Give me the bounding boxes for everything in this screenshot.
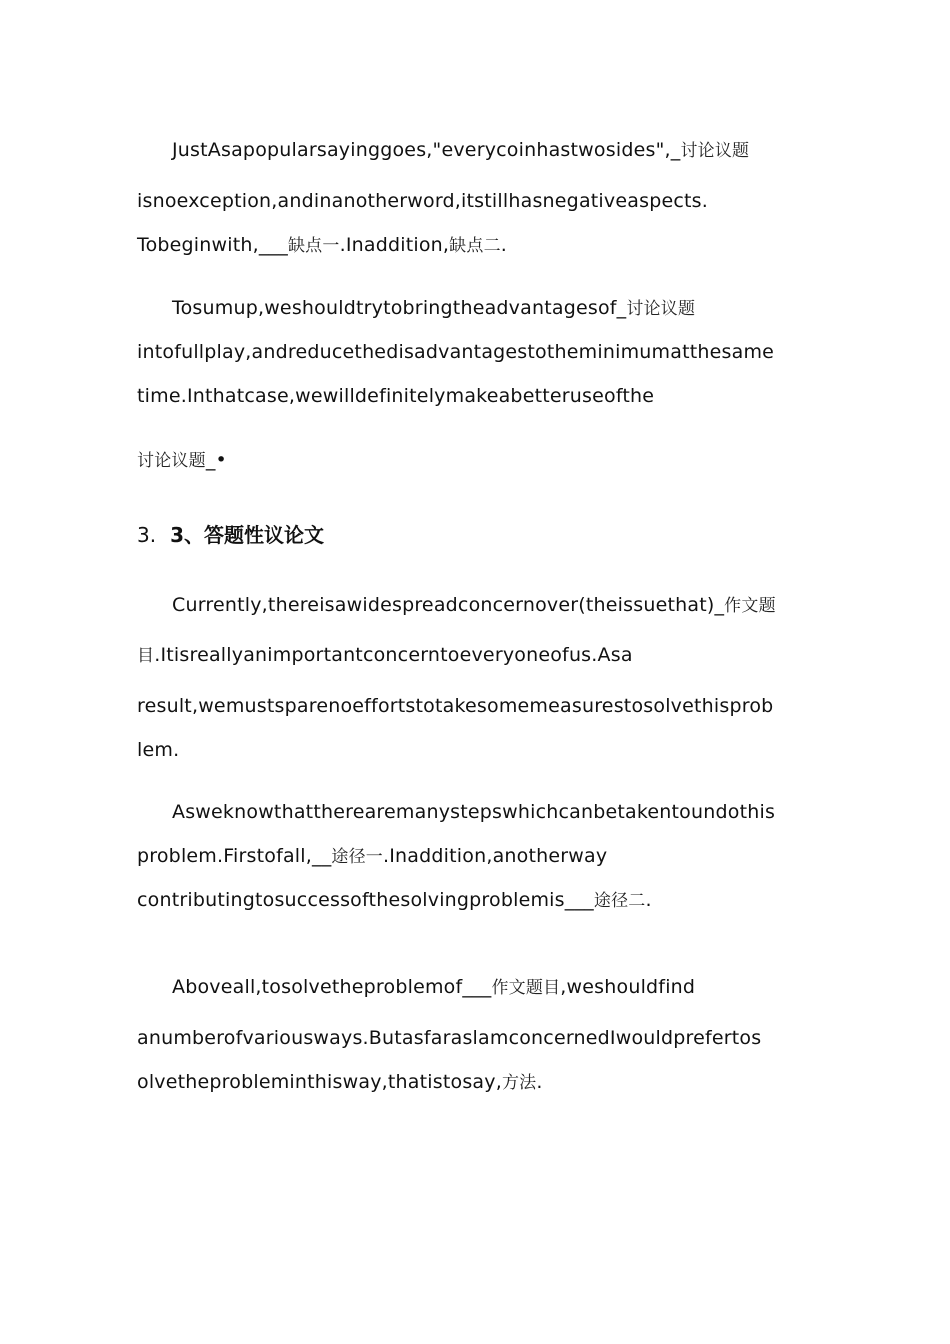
- text-run: olvetheprobleminthisway,thatistosay,: [137, 1071, 502, 1093]
- paragraph-2-line-3: [137, 383, 654, 409]
- paragraph-1-line-2: [137, 188, 708, 214]
- paragraph-4-line-1: [172, 799, 775, 825]
- placeholder-topic: 讨论议题: [626, 299, 696, 319]
- paragraph-5-line-2: [137, 1025, 761, 1051]
- section-heading: [137, 521, 324, 549]
- paragraph-2-line-1: [172, 295, 695, 322]
- paragraph-5-line-3: [137, 1069, 543, 1096]
- text-run: .Inaddition,: [339, 234, 450, 256]
- text-run: intofullplay,andreducethedisadvantagestotheminimumatthesame: [137, 341, 775, 363]
- placeholder-topic: 讨论议题: [137, 451, 206, 471]
- paragraph-4-line-3: [137, 887, 652, 914]
- paragraph-5-line-1: [172, 974, 695, 1001]
- text-run: Asweknowthattherearemanystepswhichcanbetakentoundothis: [172, 801, 776, 823]
- text-run: .Inaddition,anotherway: [383, 845, 608, 867]
- paragraph-1-line-1: [172, 137, 749, 164]
- text-run: time.Inthatcase,wewilldefinitelymakeabetteruseofthe: [137, 385, 655, 407]
- text-run: Tosumup,weshouldtrytobringtheadvantagesof_: [172, 297, 627, 319]
- text-run: .: [500, 234, 508, 256]
- placeholder-method-2: 途径二: [593, 891, 646, 911]
- paragraph-2-line-2: [137, 339, 774, 365]
- section-title: 3、答题性议论文: [170, 523, 325, 547]
- text-run: _•: [205, 449, 227, 471]
- text-run: anumberofvariousways.ButasfaraslamconcernedIwouldprefertos: [137, 1027, 762, 1049]
- paragraph-3-line-3: [137, 693, 773, 719]
- paragraph-2-line-4: [137, 447, 227, 474]
- paragraph-4-line-2: [137, 843, 607, 870]
- placeholder-topic: 讨论议题: [680, 141, 750, 161]
- text-run: Aboveall,tosolvetheproblemof___: [172, 976, 492, 998]
- placeholder-method: 方法: [501, 1073, 537, 1093]
- text-run: lem.: [137, 739, 180, 761]
- text-run: .Itisreallyanimportantconcerntoeveryoneofus.Asa: [154, 644, 633, 666]
- placeholder-essay-title-cont: 目: [137, 646, 155, 666]
- placeholder-disadvantage-2: 缺点二: [449, 236, 501, 256]
- paragraph-3-line-2: [137, 642, 633, 669]
- text-run: problem.Firstofall,__: [137, 845, 332, 867]
- text-run: result,wemustsparenoeffortstotakesomemeasurestosolvethisprob: [137, 695, 774, 717]
- paragraph-3-line-1: [172, 592, 776, 619]
- placeholder-essay-title: 作文题: [724, 596, 776, 616]
- text-run: Currently,thereisawidespreadconcernover(theissuethat)_: [172, 594, 725, 616]
- text-run: JustAsapopularsayinggoes,"everycoinhastwosides",_: [172, 139, 681, 161]
- paragraph-1-line-3: [137, 232, 507, 259]
- text-run: .: [536, 1071, 543, 1093]
- text-run: contributingtosuccessofthesolvingproblemis___: [137, 889, 594, 911]
- paragraph-3-line-4: [137, 737, 179, 763]
- placeholder-disadvantage-1: 缺点一: [287, 236, 340, 256]
- text-run: Tobeginwith,___: [137, 234, 288, 256]
- text-run: ,weshouldfind: [560, 976, 696, 998]
- placeholder-essay-title: 作文题目: [491, 978, 561, 998]
- placeholder-method-1: 途径一: [331, 847, 384, 867]
- text-run: isnoexception,andinanotherword,itstillhasnegativeaspects.: [137, 190, 708, 212]
- section-number: 3.: [137, 523, 157, 547]
- text-run: .: [645, 889, 652, 911]
